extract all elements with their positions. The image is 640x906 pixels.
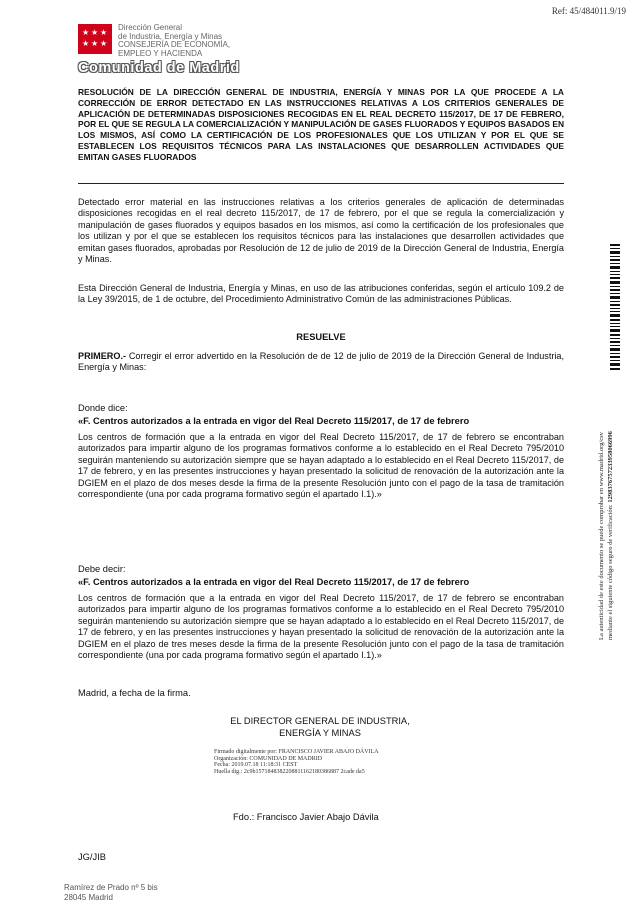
initials: JG/JIB (78, 852, 106, 862)
place-date: Madrid, a fecha de la firma. (78, 688, 191, 698)
document-title: RESOLUCIÓN DE LA DIRECCIÓN GENERAL DE INDUSTRIA, ENERGÍA Y MINAS POR LA QUE PROCEDE A LA CORRECCIÓN DE ERROR DETECTADO EN LAS INSTRUCCIONES RELATIVAS A LOS CRITERIOS GENERALES DE APLICACIÓN DE DETERMINADAS DISPOSICIONES RECOGIDAS EN EL REAL DECRETO 115/2017, DE 17 DE FEBRERO, POR EL QUE SE REGULA LA COMERCIALIZACIÓN Y MANIPULACIÓN DE GASES FLUORADOS Y EQUIPOS BASADOS EN LOS MISMOS, ASÍ COMO LA CERTIFICACIÓN DE LOS PROFESIONALES QUE LOS UTILIZAN Y POR EL QUE SE ESTABLECEN LOS REQUISITOS TÉCNICOS PARA LAS INSTALACIONES QUE DESARROLLEN ACTIVIDADES QUE EMITAN GASES FLUORADOS (78, 87, 564, 162)
header-logo (78, 24, 278, 84)
title-divider (78, 183, 564, 184)
csv-code: 1298376757233958066996 (606, 431, 614, 503)
resuelve-heading: RESUELVE (296, 332, 346, 342)
section-f-heading-new: «F. Centros autorizados a la entrada en vigor del Real Decreto 115/2017, de 17 de febrero (78, 577, 470, 587)
department-name: Dirección General de Industria, Energía y Minas CONSEJERÍA DE ECONOMÍA, EMPLEO Y HACIENDA (118, 23, 231, 58)
section-f-text-new: Los centros de formación que a la entrada en vigor del Real Decreto 115/2017, de 17 de febrero se encontraban autorizados para impartir alguno de los programas formativos conforme a lo establecido en el Real Decreto 795/2010 seguirán manteniendo su autorización siempre que se hayan adaptado a lo establecido en el Real Decreto 115/2017, de 17 de febrero, y en las presentes instrucciones y hayan presentado la solicitud de renovación de la autorización ante la DGIEM en el plazo de tres meses desde la firma de la presente Resolución junto con el pago de la tasa de tramitación correspondiente (una por cada programa formativo según el apartado I.1).» (78, 593, 564, 661)
comunidad-de-madrid-wordmark: Comunidad de Madrid (78, 60, 240, 76)
digital-signature-info: Firmado digitalmente por: FRANCISCO JAVIER ABAJO DÁVILA Organización: COMUNIDAD DE MADRID Fecha: 2019.07.18 11:18:31 CEST Huella dig.: 2c9b1571848382208811162180386887 2cade da5 (214, 749, 379, 775)
paragraph-competence: Esta Dirección General de Industria, Energía y Minas, en uso de las atribuciones conferidas, según el artículo 109.2 de la Ley 39/2015, de 1 de octubre, del Procedimiento Administrativo Común de las administraciones Públicas. (78, 283, 564, 305)
section-f-heading-old: «F. Centros autorizados a la entrada en vigor del Real Decreto 115/2017, de 17 de febrero (78, 416, 470, 426)
primero-paragraph (78, 351, 564, 374)
footer-address: Ramírez de Prado nº 5 bis 28045 Madrid (64, 883, 158, 902)
donde-dice-label: Donde dice: (78, 403, 128, 413)
primero-text: Corregir el error advertido en la Resolución de de 12 de julio de 2019 de la Dirección General de Industria, Energía y Minas: (78, 351, 564, 373)
barcode-icon (610, 244, 620, 370)
debe-decir-label: Debe decir: (78, 564, 126, 574)
madrid-flag-icon: ★ ★ ★ ★ ★ ★ (78, 24, 112, 54)
section-f-text-old: Los centros de formación que a la entrada en vigor del Real Decreto 115/2017, de 17 de febrero se encontraban autorizados para impartir alguno de los programas formativos conforme a lo establecido en el Real Decreto 795/2010 seguirán manteniendo su autorización siempre que se hayan adaptado a lo establecido en el Real Decreto 115/2017, de 17 de febrero, y en las presentes instrucciones y hayan presentado la solicitud de renovación de la autorización ante la DGIEM en el plazo de dos meses desde la firma de la presente Resolución junto con el pago de la tasa de tramitación correspondiente (una por cada programa formativo según el apartado I.1).» (78, 432, 564, 500)
paragraph-intro: Detectado error material en las instrucciones relativas a los criterios generales de aplicación de determinadas disposiciones recogidas en el real decreto 115/2017, de 17 de febrero, por el que se regula la comercialización y manipulación de gases fluorados y equipos basados en los mismos, así como la certificación de los profesionales que los utilizan y por el que se establecen los requisitos técnicos para las instalaciones que desarrollen actividades que emitan gases fluorados, aprobadas por Resolución de 12 de julio de 2019 de la Dirección General de Industria, Energía y Minas. (78, 197, 564, 265)
csv-verification-text: La autenticidad de este documento se puede comprobar en www.madrid.org/csv mediante el siguiente código seguro de verificación: 1298376757233958066996 (598, 431, 614, 640)
reference-number: Ref: 45/484011.9/19 (551, 6, 626, 16)
signatory-title: EL DIRECTOR GENERAL DE INDUSTRIA, ENERGÍA Y MINAS (230, 716, 410, 738)
primero-label: PRIMERO.- (78, 351, 126, 361)
signatory-name: Fdo.: Francisco Javier Abajo Dávila (233, 812, 379, 822)
